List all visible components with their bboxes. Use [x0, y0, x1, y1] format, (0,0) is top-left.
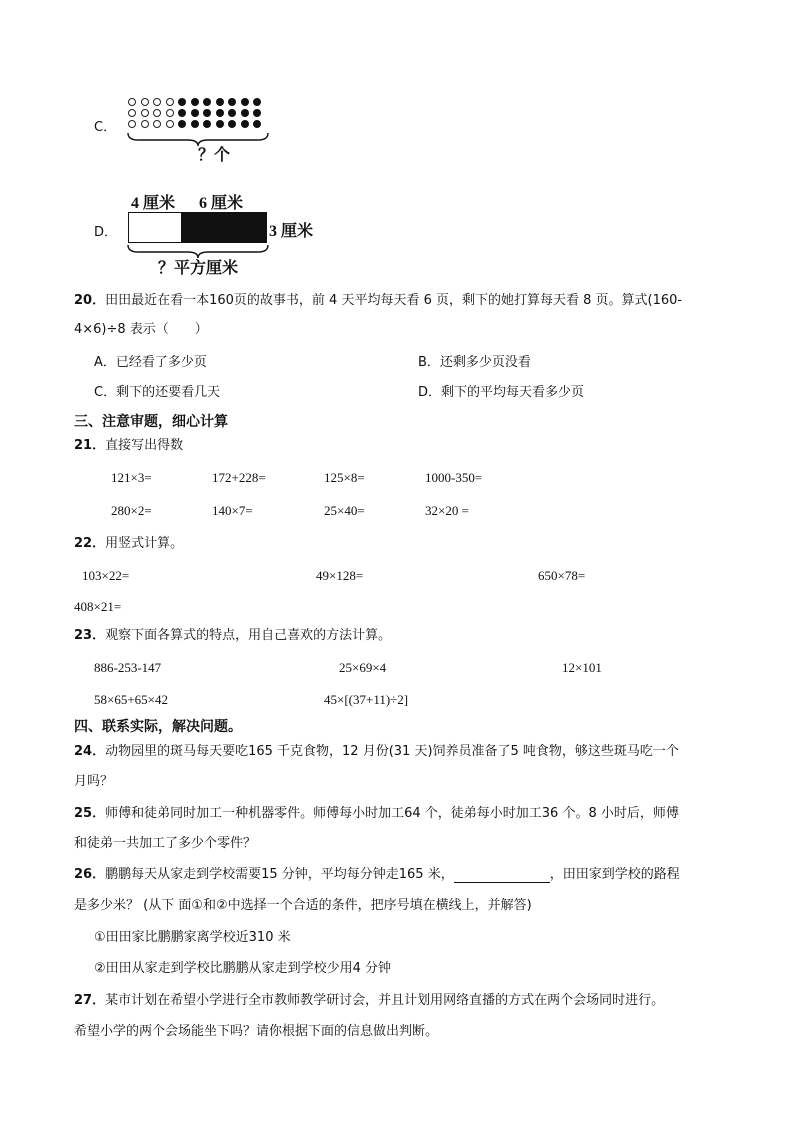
q20-line1 [74, 292, 682, 309]
q26-text-line2: 是多少米？ (从下 面①和②中选择一个合适的条件，把序号填在横线上，并解答) [74, 898, 532, 913]
q23-item: 25×69×4 [339, 660, 387, 675]
q21-title: 直接写出得数 [105, 438, 184, 453]
q26-text-after-blank: ，田田家到学校的路程 [549, 867, 680, 882]
q20-option-b[interactable]: B．还剩多少页没看 [418, 355, 531, 370]
q23-item: 45×[(37+11)÷2] [324, 692, 409, 707]
q23-item: 12×101 [562, 660, 602, 675]
dot-grid [128, 98, 268, 134]
q26-condition-2: ②田田从家走到学校比鹏鹏从家走到学校少用4 分钟 [94, 961, 392, 976]
q22-item: 103×22= [82, 568, 130, 583]
q23-title-line [74, 627, 391, 644]
solid-dot [191, 120, 199, 128]
q26-text-before-blank: 鹏鹏每天从家走到学校需要15 分钟，平均每分钟走165 米， [105, 867, 454, 882]
hollow-dot [141, 109, 149, 117]
q22-item: 49×128= [316, 568, 364, 583]
solid-dot [253, 109, 261, 117]
q26-number: 26． [74, 867, 106, 882]
q20-text-line2: 4×6)÷8 表示（ ） [74, 322, 208, 337]
q23-number: 23． [74, 628, 106, 643]
q23-item: 58×65+65×42 [94, 692, 168, 707]
q20-option-a[interactable]: A．已经看了多少页 [94, 355, 207, 370]
option-c-brace-caption: ？个 [198, 147, 231, 164]
solid-dot [216, 109, 224, 117]
q22-title: 用竖式计算。 [105, 536, 184, 551]
hollow-dot [166, 109, 174, 117]
q25-text-line2: 和徒弟一共加工了多少个零件？ [74, 836, 257, 851]
white-rectangle [128, 212, 183, 243]
q21-item: 280×2= [111, 503, 152, 518]
height-label: 3 厘米 [269, 223, 314, 240]
solid-dot [253, 120, 261, 128]
solid-dot [241, 120, 249, 128]
solid-dot [253, 98, 261, 106]
q24-line1 [74, 743, 679, 760]
q24-text-line1: 动物园里的斑马每天要吃165 千克食物，12 月份(31 天)饲养员准备了5 吨食物，够这些斑马吃一个 [105, 744, 679, 759]
q27-text-line2: 希望小学的两个会场能坐下吗？请你根据下面的信息做出判断。 [74, 1024, 439, 1039]
option-d-label: D． [94, 225, 118, 240]
solid-dot [241, 109, 249, 117]
q24-number: 24． [74, 744, 106, 759]
q27-number: 27． [74, 993, 106, 1008]
q21-item: 1000-350= [425, 470, 483, 485]
right-width-label: 6 厘米 [199, 195, 244, 212]
q22-item: 408×21= [74, 599, 122, 614]
section-3-heading: 三、注意审题，细心计算 [74, 414, 228, 430]
q21-item: 172+228= [212, 470, 266, 485]
solid-dot [203, 120, 211, 128]
q23-item: 886-253-147 [94, 660, 162, 675]
q21-item: 121×3= [111, 470, 152, 485]
solid-dot [191, 109, 199, 117]
solid-dot [191, 98, 199, 106]
solid-dot [216, 98, 224, 106]
q21-item: 125×8= [324, 470, 365, 485]
hollow-dot [128, 109, 136, 117]
solid-dot [203, 98, 211, 106]
q22-number: 22． [74, 536, 106, 551]
solid-dot [241, 98, 249, 106]
solid-dot [228, 120, 236, 128]
left-width-label: 4 厘米 [131, 195, 176, 212]
q21-number: 21． [74, 438, 106, 453]
black-rectangle [181, 212, 267, 243]
hollow-dot [141, 120, 149, 128]
q20-number: 20． [74, 293, 106, 308]
section-4-heading: 四、联系实际，解决问题。 [74, 719, 242, 735]
q21-item: 32×20 = [425, 503, 469, 518]
q21-item: 25×40= [324, 503, 365, 518]
q20-option-d[interactable]: D．剩下的平均每天看多少页 [418, 385, 585, 400]
q21-item: 140×7= [212, 503, 253, 518]
solid-dot [178, 109, 186, 117]
solid-dot [228, 98, 236, 106]
solid-dot [178, 120, 186, 128]
option-c-label: C． [94, 120, 117, 135]
q23-title: 观察下面各算式的特点，用自己喜欢的方法计算。 [105, 628, 392, 643]
q22-item: 650×78= [538, 568, 586, 583]
hollow-dot [128, 98, 136, 106]
hollow-dot [141, 98, 149, 106]
hollow-dot [128, 120, 136, 128]
option-d-brace-caption: ？平方厘米 [158, 260, 239, 277]
q26-answer-blank[interactable] [454, 868, 550, 883]
solid-dot [228, 109, 236, 117]
q27-line1 [74, 992, 664, 1009]
q24-text-line2: 月吗？ [74, 774, 114, 789]
q20-option-c[interactable]: C．剩下的还要看几天 [94, 385, 221, 400]
solid-dot [203, 109, 211, 117]
q20-text-line1: 田田最近在看一本160页的故事书，前 4 天平均每天看 6 页，剩下的她打算每天看 8 页。算式(160- [105, 293, 683, 308]
q21-title-line [74, 437, 183, 454]
q25-number: 25． [74, 806, 106, 821]
q22-title-line [74, 535, 183, 552]
hollow-dot [153, 98, 161, 106]
hollow-dot [153, 120, 161, 128]
q26-condition-1: ①田田家比鹏鹏家离学校近310 米 [94, 930, 291, 945]
hollow-dot [166, 98, 174, 106]
q25-line1 [74, 805, 679, 822]
hollow-dot [166, 120, 174, 128]
solid-dot [216, 120, 224, 128]
q26-line1 [74, 866, 680, 883]
q27-text-line1: 某市计划在希望小学进行全市教师教学研讨会，并且计划用网络直播的方式在两个会场同时进行。 [105, 993, 665, 1008]
q25-text-line1: 师傅和徒弟同时加工一种机器零件。师傅每小时加工64 个，徒弟每小时加工36 个。8 小时后，师傅 [105, 806, 679, 821]
hollow-dot [153, 109, 161, 117]
solid-dot [178, 98, 186, 106]
